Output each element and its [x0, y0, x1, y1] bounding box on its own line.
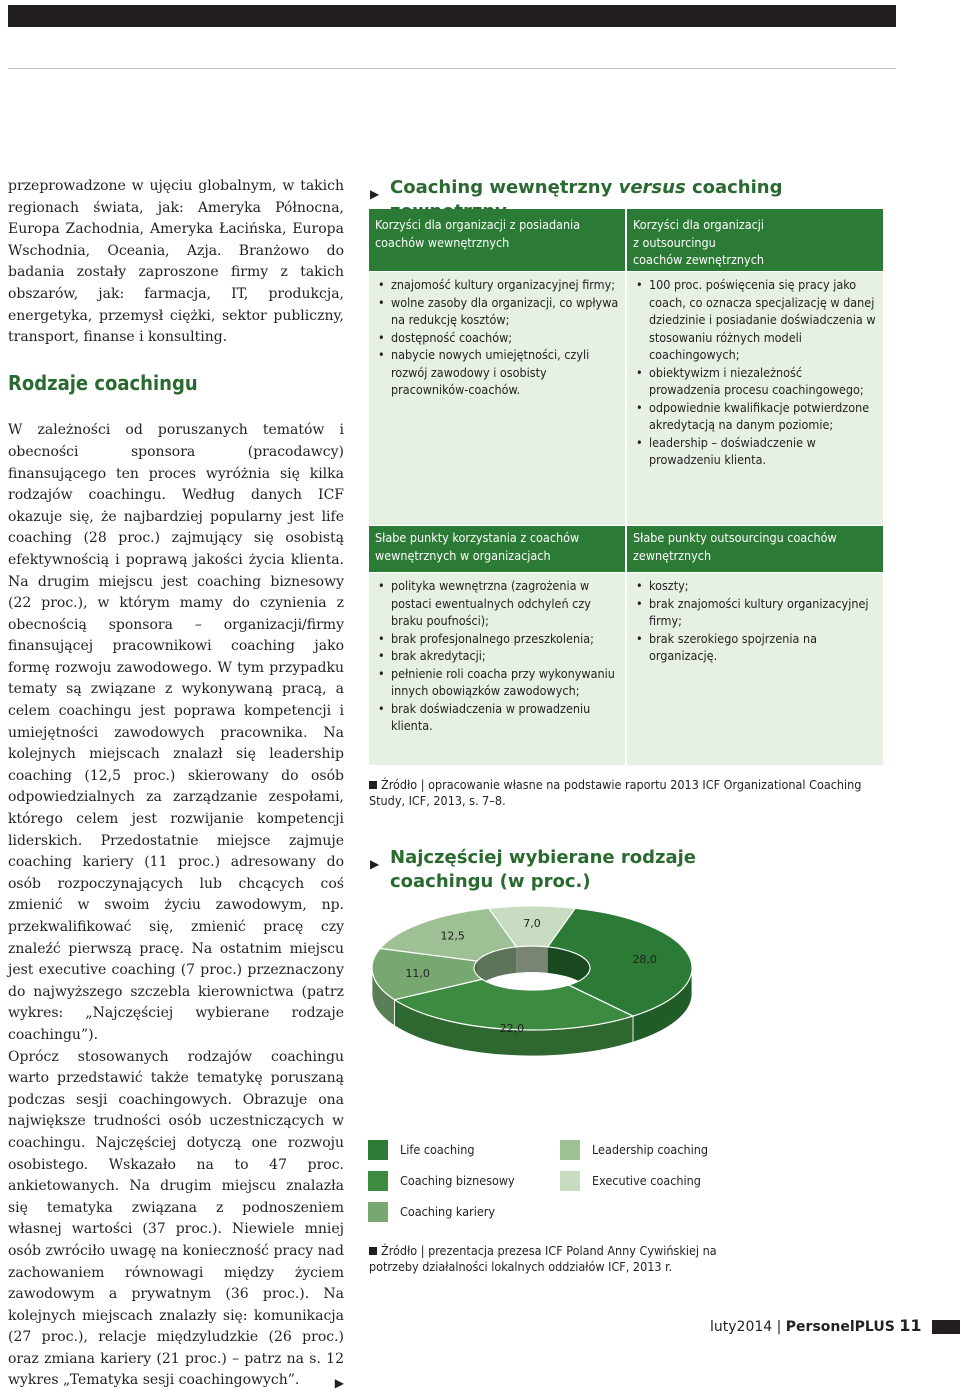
slice-label: 12,5	[440, 929, 465, 943]
table-header-internal-benefits: Korzyści dla organizacji z posiadania coachów wewnętrznych	[369, 209, 625, 271]
table-header-external-benefits: Korzyści dla organizacji z outsourcingu coachów zewnętrznych	[627, 209, 883, 271]
source-square-icon	[369, 781, 377, 789]
legend-label: Life coaching	[400, 1142, 475, 1157]
section-heading: Rodzaje coachingu	[8, 370, 198, 395]
list-item: • koszty;	[633, 577, 877, 595]
footer-dark-bar	[932, 1320, 960, 1334]
comparison-table	[369, 209, 883, 765]
list-item: • wolne zasoby dla organizacji, co wpływa na redukcję kosztów;	[375, 294, 619, 329]
list-item: • nabycie nowych umiejętności, czyli rozwój zawodowy i osobisty pracowników-coachów.	[375, 346, 619, 399]
table-cell-internal-benefits	[369, 272, 625, 525]
list-item: • dostępność coachów;	[375, 329, 619, 347]
legend-swatch	[368, 1171, 388, 1191]
table-cell-external-benefits	[627, 272, 883, 525]
magazine-name: PersonelPLUS	[785, 1319, 895, 1335]
legend-label: Coaching biznesowy	[400, 1173, 515, 1188]
list-item: • odpowiednie kwalifikacje potwierdzone akredytacją na danym poziomie;	[633, 399, 877, 434]
slice-inner-wall-4	[516, 946, 547, 973]
chart-source-note: Źródło | prezentacja prezesa ICF Poland Anny Cywińskiej na potrzeby działalności lokalnych oddziałów ICF, 2013 r.	[369, 1243, 717, 1274]
list-item: • brak szerokiego spojrzenia na organizację.	[633, 630, 877, 665]
table-source-note: Źródło | opracowanie własne na podstawie raportu 2013 ICF Organizational Coaching Study, ICF, 2013, s. 7–8.	[369, 777, 862, 808]
table-header-internal-weaknesses: Słabe punkty korzystania z coachów wewnętrznych w organizacjach	[369, 526, 625, 572]
top-dark-bar	[8, 5, 896, 27]
list-item: • brak profesjonalnego przeszkolenia;	[375, 630, 619, 648]
list-item: • znajomość kultury organizacyjnej firmy;	[375, 276, 619, 294]
table-cell-internal-weaknesses	[369, 573, 625, 765]
chart-legend	[368, 1140, 768, 1230]
legend-swatch	[368, 1140, 388, 1160]
article-end-arrow-icon: ▶	[334, 1376, 344, 1391]
legend-swatch	[560, 1171, 580, 1191]
issue-date: luty2014	[710, 1319, 773, 1335]
list-item: • leadership – doświadczenie w prowadzeniu klienta.	[633, 434, 877, 469]
legend-swatch	[368, 1202, 388, 1222]
top-divider	[8, 68, 896, 69]
paragraph-coaching-types: W zależności od poruszanych tematów i obecności sponsora (pracodawcy) finansującego ten proces wyróżnia się kilka rodzajów coachingu. Według danych ICF okazuje się, że najbardziej popularny jest life coaching (28 proc.) zajmujący się osobistą efektywnością i poprawą jakości życia klienta. Na drugim miejscu jest coaching biznesowy (22 proc.), w którym mamy do czynienia z obecnością sponsora – organizacji/firmy finansującej pracownikowi coaching jako formę rozwoju zawodowego. W tym przypadku tematy są związane z wykonywaną pracą, a celem coachingu jest poprawa kompetencji i umiejętności zawodowych pracownika. Na kolejnych miejscach znalazł się leadership coaching (12,5 proc.) skierowany do osób odpowiedzialnych za zarządzanie zespołami, którego celem jest rozwijanie kompetencji liderskich. Przedostatnie miejsce zajmuje coaching kariery (11 proc.) adresowany do osób rozpoczynających lub chcących coś zmienić w swoim życiu zawodowym, np. przekwalifikować się, zmienić pracę czy znaleźć pierwszą pracę. Na ostatnim miejscu jest executive coaching (7 proc.) przeznaczony do najwyższego szczebla kierownictwa (patrz wykres: „Najczęściej wybierane rodzaje coachingu”).	[8, 422, 344, 1043]
source-square-icon	[369, 1247, 377, 1255]
coaching-types-donut-chart	[362, 898, 714, 1098]
list-item: • brak doświadczenia w prowadzeniu klienta.	[375, 700, 619, 735]
slice-label: 28,0	[632, 952, 657, 966]
list-item: • pełnienie roli coacha przy wykonywaniu innych obowiązków zawodowych;	[375, 665, 619, 700]
left-article-column	[8, 176, 344, 1395]
legend-label: Leadership coaching	[592, 1142, 709, 1157]
slice-label: 11,0	[405, 966, 430, 980]
table-cell-external-weaknesses	[627, 573, 883, 765]
slice-label: 7,0	[523, 917, 541, 930]
legend-swatch	[560, 1140, 580, 1160]
list-item: • polityka wewnętrzna (zagrożenia w postaci ewentualnych odchyleń czy braku poufności);	[375, 577, 619, 630]
page-footer: luty2014 | PersonelPLUS 11	[710, 1316, 922, 1335]
paragraph-session-topics: Oprócz stosowanych rodzajów coachingu warto przedstawić także tematykę poruszaną podczas sesji coachingowych. Obrazuje ona największe trudności osób uczestniczących w coachingu. Najczęściej dotyczą one rozwoju osobistego. Wskazało na to 47 proc. ankietowanych. Na drugim miejscu znalazła się tematyka związana z podnoszeniem własnej wartości (37 proc.). Niewiele mniej osób zwróciło uwagę na konieczność pracy nad zachowaniem równowagi między życiem zawodowym a prywatnym (36 proc.). Na kolejnych miejscach znalazły się: komunikacja (27 proc.), relacje międzyludzkie (26 proc.) oraz zmiana kariery (21 proc.) – patrz na s. 12 wykres „Tematyka sesji coachingowych”. ▶	[8, 1047, 344, 1393]
table-title: ▶ Coaching wewnętrzny versus coaching	[370, 176, 890, 224]
legend-label: Coaching kariery	[400, 1204, 496, 1219]
list-item: • obiektywizm i niezależność prowadzenia procesu coachingowego;	[633, 364, 877, 399]
list-item: • 100 proc. poświęcenia się pracy jako coach, co oznacza specjalizację w danej dziedzinie i posiadanie doświadczenia w stosowaniu różnych modeli coachingowych;	[633, 276, 877, 364]
page-number: 11	[899, 1316, 922, 1335]
chart-title: ▶ Najczęściej wybierane rodzaje coachingu (w proc.)	[370, 847, 696, 892]
legend-label: Executive coaching	[592, 1173, 701, 1188]
list-item: • brak akredytacji;	[375, 647, 619, 665]
table-header-external-weaknesses: Słabe punkty outsourcingu coachów zewnętrznych	[627, 526, 883, 572]
slice-label: 22,0	[499, 1021, 525, 1035]
list-item: • brak znajomości kultury organizacyjnej firmy;	[633, 595, 877, 630]
title-arrow-icon: ▶	[370, 187, 380, 201]
paragraph-regions: przeprowadzone w ujęciu globalnym, w takich regionach świata, jak: Ameryka Północna, Europa Zachodnia, Ameryka Łacińska, Europa Wschodnia, Oceania, Azja. Branżowo do badania zostały zaproszone firmy z takich obszarów, jak: farmacja, IT, produkcja, energetyka, przemysł ciężki, sektor publiczny, transport, finanse i konsulting.	[8, 178, 344, 346]
title-arrow-icon: ▶	[370, 857, 380, 871]
